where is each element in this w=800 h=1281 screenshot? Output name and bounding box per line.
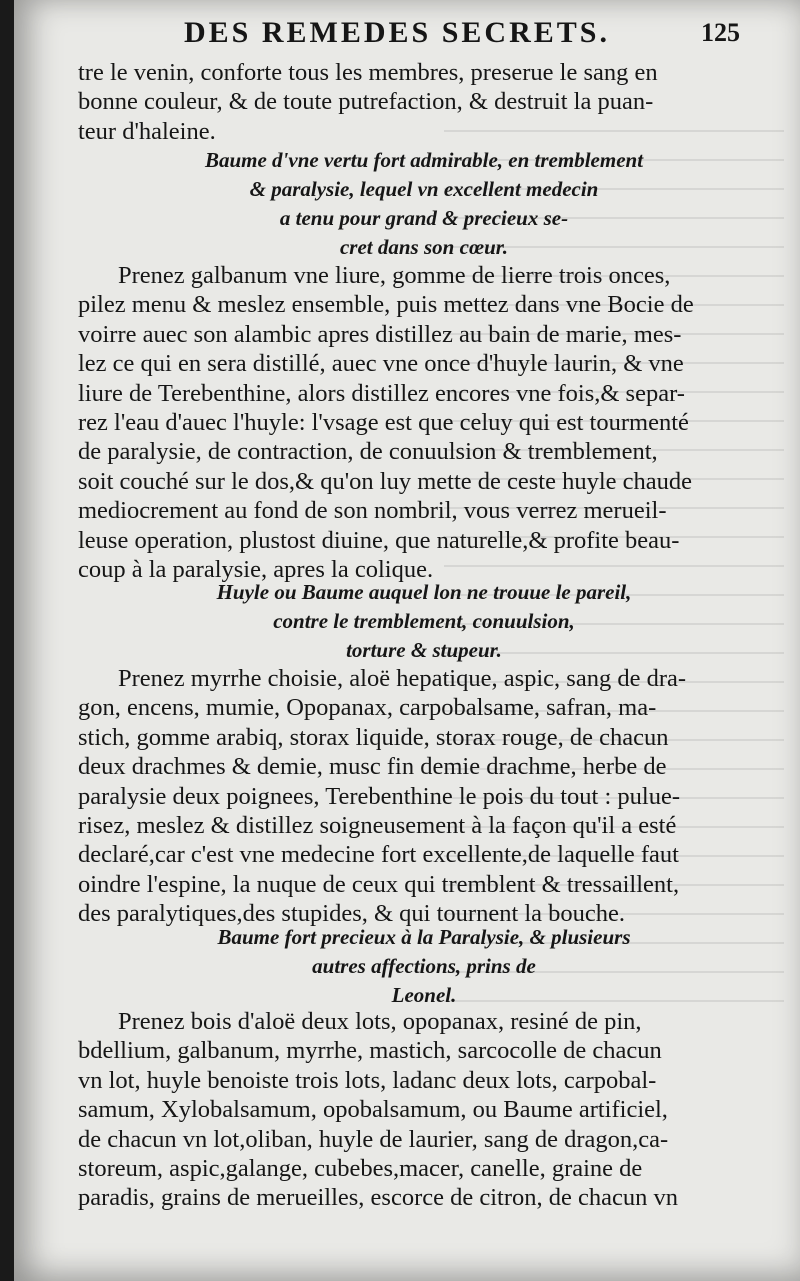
heading-line: & paralysie, lequel vn excellent medecin [249, 177, 599, 201]
text-line: rez l'eau d'auec l'huyle: l'vsage est que celuy qui est tourmenté [78, 409, 689, 437]
heading-baume-precieux [74, 923, 774, 1010]
text-line: mediocrement au fond de son nombril, vous verrez merueil- [78, 497, 667, 525]
heading-line: autres affections, prins de [312, 954, 536, 978]
text-line: stich, gomme arabiq, storax liquide, storax rouge, de chacun [78, 723, 669, 751]
text-line: storeum, aspic,galange, cubebes,macer, canelle, graine de [78, 1155, 643, 1183]
heading-line: Baume d'vne vertu fort admirable, en tremblement [204, 148, 644, 172]
heading-line: cret dans son cœur. [339, 235, 509, 259]
text-line: voirre auec son alambic apres distillez au bain de marie, mes- [78, 320, 682, 348]
text-line: gon, encens, mumie, Opopanax, carpobalsame, safran, ma- [78, 694, 657, 722]
text-line: Prenez galbanum vne liure, gomme de lierre trois onces, [118, 262, 671, 289]
paragraph-myrrhe [78, 664, 778, 929]
text-line: teur d'haleine. [78, 117, 216, 145]
text-line: Prenez myrrhe choisie, aloë hepatique, aspic, sang de dra- [118, 665, 687, 692]
text-line: des paralytiques,des stupides, & qui tournent la bouche. [78, 900, 626, 928]
text-line: de paralysie, de contraction, de conuulsion & tremblement, [78, 438, 658, 466]
page-header [124, 14, 740, 54]
heading-line: Huyle ou Baume auquel lon ne trouue le pareil, [216, 580, 632, 604]
text-line: pilez menu & meslez ensemble, puis mettez dans vne Bocie de [78, 291, 694, 319]
text-line: paradis, grains de merueilles, escorce de citron, de chacun vn [78, 1184, 678, 1212]
heading-huyle-baume [74, 578, 774, 665]
text-line: de chacun vn lot,oliban, huyle de laurier, sang de dragon,ca- [78, 1125, 669, 1153]
text-line: samum, Xylobalsamum, opobalsamum, ou Baume artificiel, [78, 1096, 668, 1124]
heading-line: Leonel. [391, 983, 457, 1007]
text-line: coup à la paralysie, apres la colique. [78, 556, 434, 584]
text-line: paralysie deux poignees, Terebenthine le pois du tout : pulue- [78, 782, 681, 810]
heading-line: contre le tremblement, conuulsion, [273, 609, 575, 633]
text-line: declaré,car c'est vne medecine fort excellente,de laquelle faut [78, 841, 679, 869]
book-page [14, 0, 800, 1281]
paragraph-bois-aloe [78, 1007, 778, 1213]
text-line: leuse operation, plustost diuine, que naturelle,& profite beau- [78, 526, 680, 554]
heading-line: a tenu pour grand & precieux se- [279, 206, 569, 230]
text-line: vn lot, huyle benoiste trois lots, ladanc deux lots, carpobal- [78, 1066, 657, 1094]
page-number: 125 [701, 18, 740, 47]
paragraph-venin [78, 58, 778, 146]
paragraph-galbanum [78, 261, 778, 584]
text-line: bonne couleur, & de toute putrefaction, & destruit la puan- [78, 88, 654, 116]
text-line: soit couché sur le dos,& qu'on luy mette de ceste huyle chaude [78, 467, 693, 495]
running-head: DES REMEDES SECRETS. [184, 16, 610, 49]
heading-baume-admirable [74, 146, 774, 262]
text-line: lez ce qui en sera distillé, auec vne once d'huyle laurin, & vne [78, 350, 684, 378]
text-line: deux drachmes & demie, musc fin demie drachme, herbe de [78, 753, 667, 781]
text-line: bdellium, galbanum, myrrhe, mastich, sarcocolle de chacun [78, 1037, 662, 1065]
text-line: liure de Terebenthine, alors distillez encores vne fois,& separ- [78, 379, 685, 407]
text-line: oindre l'espine, la nuque de ceux qui tremblent & tressaillent, [78, 870, 680, 898]
text-line: Prenez bois d'aloë deux lots, opopanax, resiné de pin, [118, 1008, 642, 1035]
heading-line: Baume fort precieux à la Paralysie, & plusieurs [217, 925, 631, 949]
text-line: risez, meslez & distillez soigneusement à la façon qu'il a esté [78, 812, 677, 840]
heading-line: torture & stupeur. [346, 638, 502, 662]
text-line: tre le venin, conforte tous les membres, preserue le sang en [78, 59, 658, 86]
